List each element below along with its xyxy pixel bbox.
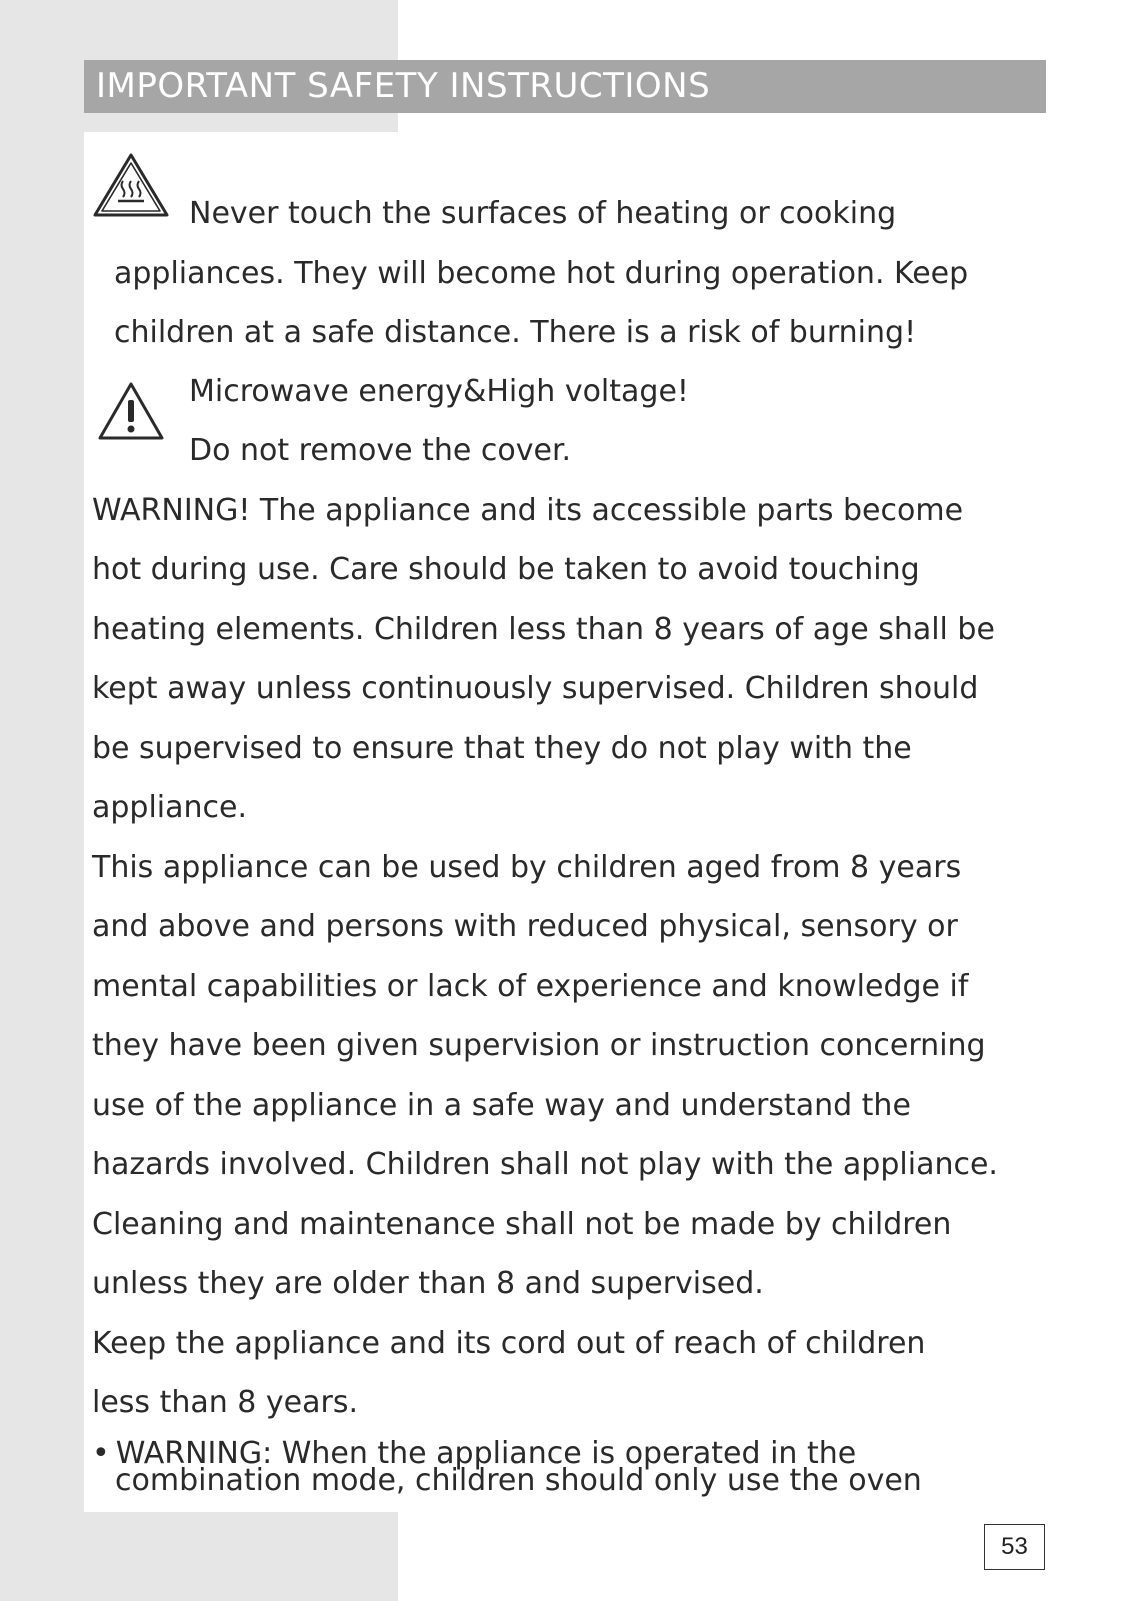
children-line: mental capabilities or lack of experience and knowledge if xyxy=(92,969,969,1004)
page-title: IMPORTANT SAFETY INSTRUCTIONS xyxy=(96,66,711,106)
exclamation-warning-icon xyxy=(96,380,166,444)
cord-line: Keep the appliance and its cord out of reach of children xyxy=(92,1326,926,1361)
children-line: use of the appliance in a safe way and understand the xyxy=(92,1088,911,1123)
warning-line: appliance. xyxy=(92,790,248,825)
microwave-line-2: Do not remove the cover. xyxy=(189,433,572,468)
children-line: hazards involved. Children shall not play with the appliance. xyxy=(92,1147,998,1182)
warning-line: heating elements. Children less than 8 years of age shall be xyxy=(92,612,995,647)
bullet-symbol: • xyxy=(92,1436,110,1471)
microwave-line-1: Microwave energy&High voltage! xyxy=(189,374,689,409)
warning-line: WARNING! The appliance and its accessible parts become xyxy=(92,493,964,528)
bullet-line-1: WARNING: When the appliance is operated in the xyxy=(115,1436,857,1471)
warning-line: kept away unless continuously supervised. Children should xyxy=(92,671,979,706)
cord-line: less than 8 years. xyxy=(92,1385,359,1420)
children-line: they have been given supervision or instruction concerning xyxy=(92,1028,986,1063)
warning-line: hot during use. Care should be taken to avoid touching xyxy=(92,552,920,587)
hot-surface-line-2: appliances. They will become hot during operation. Keep xyxy=(114,256,969,291)
children-line: unless they are older than 8 and supervised. xyxy=(92,1266,764,1301)
page-number: 53 xyxy=(984,1524,1045,1570)
hot-surface-line-1: Never touch the surfaces of heating or cooking xyxy=(189,196,897,231)
hot-surface-warning-icon xyxy=(92,152,170,218)
hot-surface-line-3: children at a safe distance. There is a risk of burning! xyxy=(114,315,917,350)
children-line: Cleaning and maintenance shall not be made by children xyxy=(92,1207,952,1242)
bullet-warning xyxy=(92,1436,922,1498)
header-bar xyxy=(84,60,1046,113)
children-line: This appliance can be used by children aged from 8 years xyxy=(92,850,962,885)
children-line: and above and persons with reduced physical, sensory or xyxy=(92,909,958,944)
bullet-line-2: combination mode, children should only use the oven xyxy=(115,1463,922,1498)
warning-line: be supervised to ensure that they do not play with the xyxy=(92,731,912,766)
